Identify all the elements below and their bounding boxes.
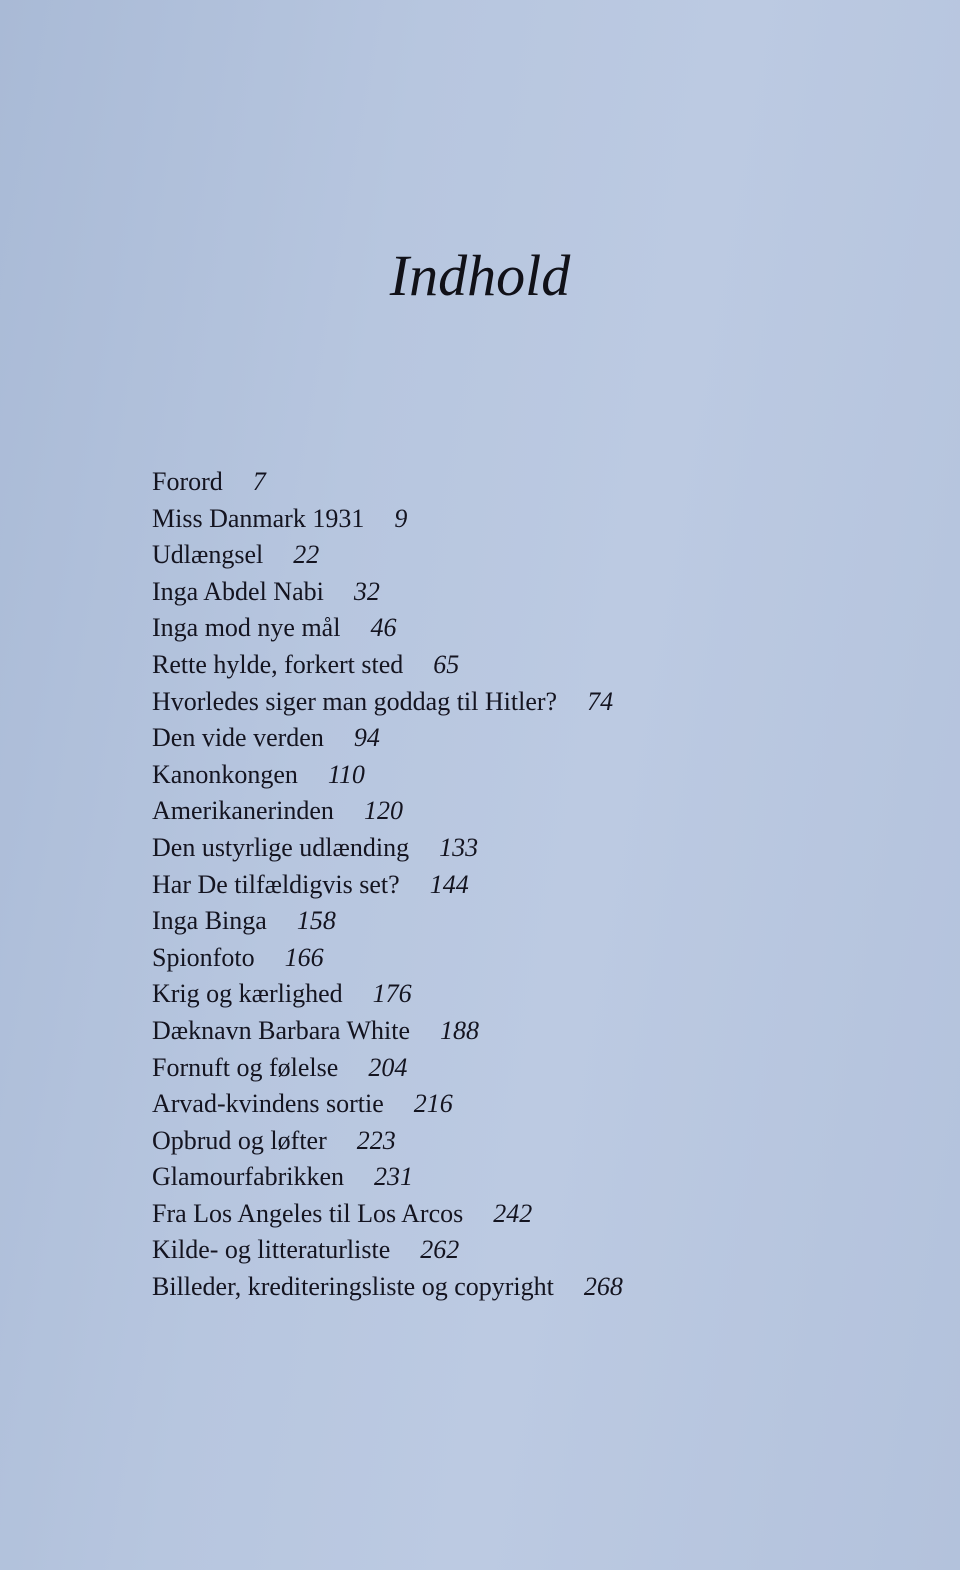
toc-entry [152,1123,872,1160]
toc-entry-label: Udlængsel [152,540,264,570]
toc-entry [152,1196,872,1233]
toc-entry-label: Inga Binga [152,906,267,936]
page-title: Indhold [389,243,571,308]
toc-entry [152,903,872,940]
toc-entry-label: Hvorledes siger man goddag til Hitler? [152,686,558,716]
toc-entry [152,537,872,574]
toc-entry-label: Fornuft og følelse [152,1052,339,1082]
toc-entry-label: Fra Los Angeles til Los Arcos [152,1198,464,1228]
toc-entry-label: Spionfoto [152,942,255,972]
toc-entry [152,976,872,1013]
toc-entry [152,647,872,684]
toc-entry-page: 144 [429,869,469,899]
toc-entry [152,501,872,538]
toc-entry-page: 32 [353,576,380,606]
toc-entry [152,610,872,647]
toc-entry-page: 94 [353,723,380,753]
toc-entry-label: Glamourfabrikken [152,1162,345,1192]
toc-entry-label: Den vide verden [152,723,324,753]
toc-entry [152,940,872,977]
toc-entry [152,1050,872,1087]
toc-entry [152,1086,872,1123]
toc-entry-page: 216 [413,1089,453,1119]
toc-entry-page: 223 [356,1125,396,1155]
toc-entry-page: 242 [493,1198,533,1228]
toc-entry-label: Den ustyrlige udlænding [152,832,410,862]
toc-entry-page: 262 [420,1235,460,1265]
toc-entry-page: 9 [394,503,408,533]
toc-entry-page: 176 [372,979,412,1009]
toc-entry [152,757,872,794]
toc-entry-page: 231 [374,1162,414,1192]
toc-entry-label: Amerikanerinden [152,796,334,826]
toc-entry-page: 22 [293,540,320,570]
toc-entry-label: Dæknavn Barbara White [152,1015,410,1045]
toc-entry [152,1269,872,1306]
toc-entry [152,1159,872,1196]
toc-entry-page: 188 [440,1015,479,1045]
toc-entry [152,793,872,830]
toc-entry-page: 133 [439,832,479,862]
toc-entry-label: Miss Danmark 1931 [152,503,365,533]
toc-entry-label: Billeder, krediteringsliste og copyright [152,1272,554,1302]
toc-entry-label: Rette hylde, forkert sted [152,649,404,679]
toc-entry-page: 74 [587,686,614,716]
toc-entry-label: Har De tilfældigvis set? [152,869,400,899]
toc-entry [152,684,872,721]
toc-entry-page: 65 [433,649,460,679]
toc-entry-page: 268 [583,1272,623,1302]
toc-entry [152,1232,872,1269]
toc-entry [152,464,872,501]
toc-entry-page: 166 [284,942,324,972]
table-of-contents [152,464,872,1306]
toc-entry-label: Opbrud og løfter [152,1125,327,1155]
toc-entry [152,574,872,611]
toc-entry-page: 204 [368,1052,408,1082]
toc-entry-label: Inga Abdel Nabi [152,576,324,606]
toc-entry-page: 46 [370,613,397,643]
toc-entry-label: Inga mod nye mål [152,613,341,643]
toc-entry-label: Kanonkongen [152,759,298,789]
toc-entry [152,1013,872,1050]
toc-entry-page: 7 [252,467,266,496]
toc-entry [152,720,872,757]
toc-entry-page: 120 [363,796,403,826]
toc-entry-label: Kilde- og litteraturliste [152,1235,391,1265]
toc-entry-label: Krig og kærlighed [152,979,343,1009]
toc-entry [152,867,872,904]
toc-entry-label: Arvad-kvindens sortie [152,1089,384,1119]
toc-entry-label: Forord [152,467,223,496]
toc-entry-page: 158 [296,906,336,936]
toc-entry [152,830,872,867]
toc-entry-page: 110 [327,759,365,789]
